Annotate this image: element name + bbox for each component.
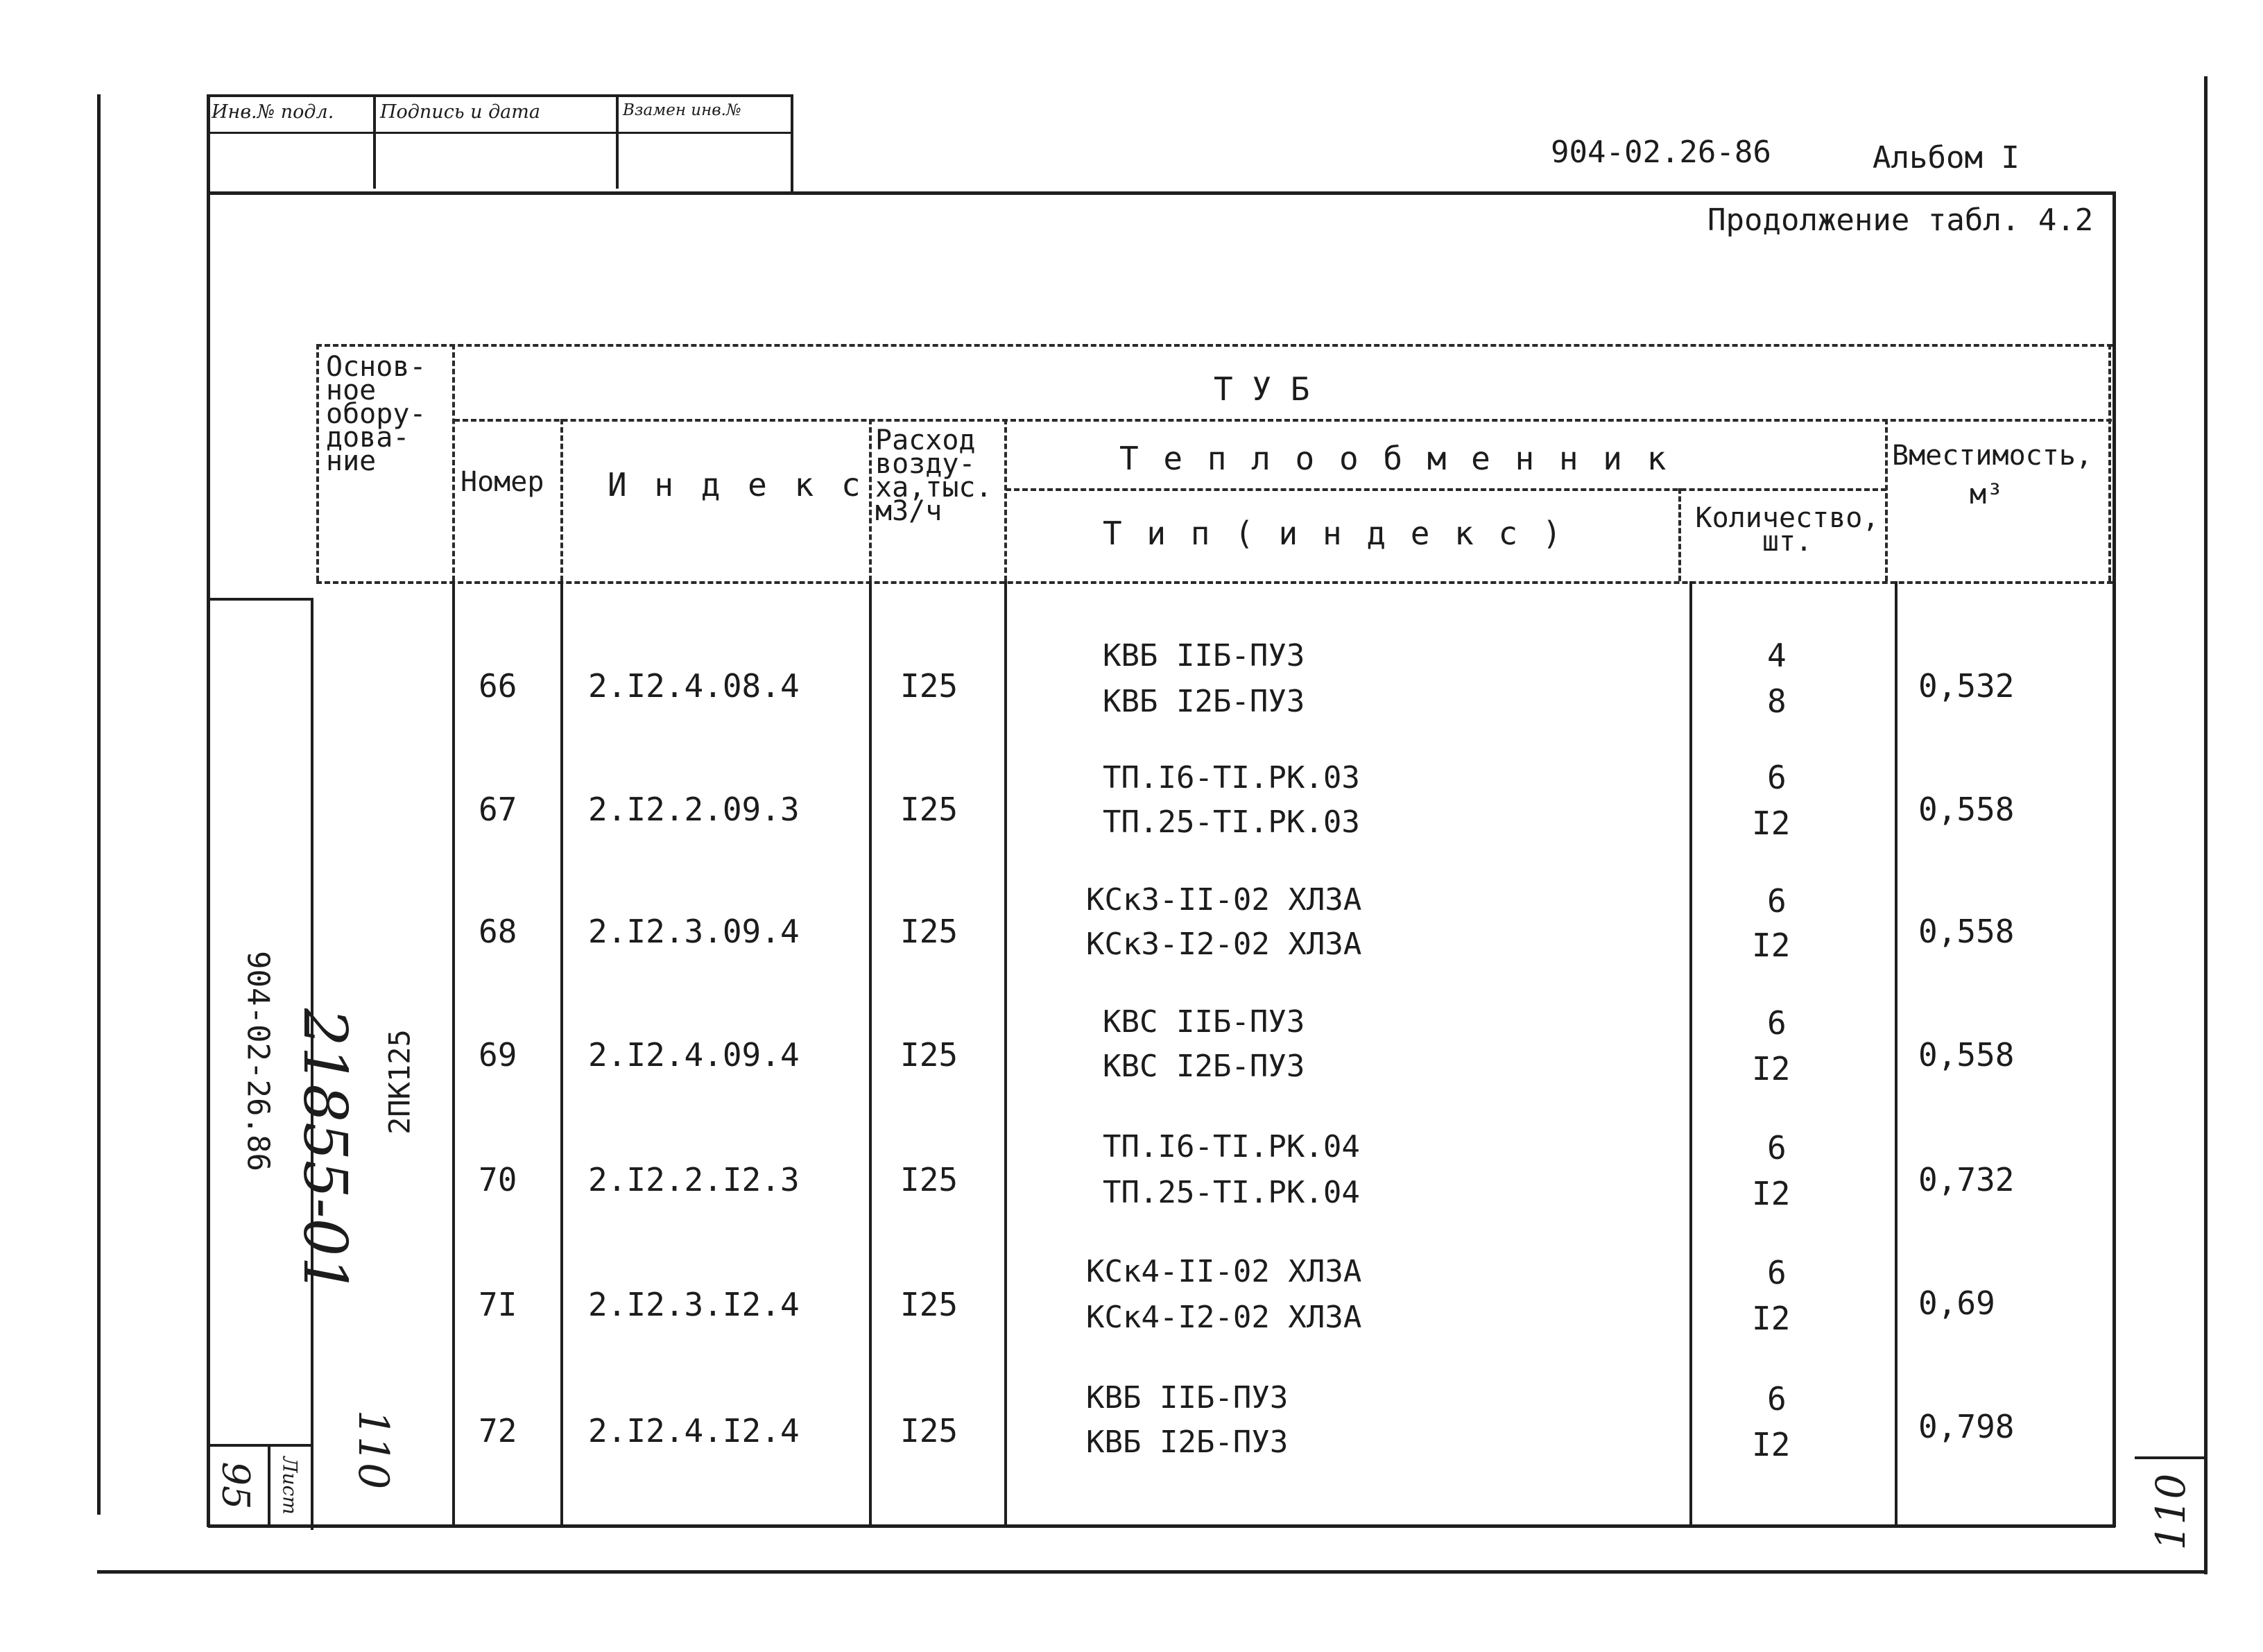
- table-col-sep-3: [869, 419, 872, 581]
- sheet-label: Лист: [278, 1456, 302, 1515]
- row-71-number: 7I: [479, 1286, 517, 1323]
- stamp-signature-label: Подпись и дата: [380, 101, 540, 123]
- row-69-air: I25: [900, 1036, 958, 1074]
- header-main-equipment: Основ- ное обору- дова- ние: [326, 351, 427, 477]
- table-col-sep-2: [560, 419, 563, 581]
- row-72-air: I25: [900, 1412, 958, 1449]
- row-72-type-2: КВБ I2Б-ПУЗ: [1086, 1425, 1289, 1460]
- sheet-number: 95: [214, 1461, 258, 1510]
- header-tub: Т У Б: [1214, 370, 1310, 408]
- row-72-number: 72: [479, 1412, 517, 1449]
- row-69-index: 2.I2.4.09.4: [588, 1036, 800, 1074]
- row-67-type-1: ТП.I6-TI.РК.03: [1103, 760, 1360, 795]
- row-69-capacity: 0,558: [1918, 1036, 2015, 1074]
- table-col-sep-4: [1004, 419, 1007, 581]
- table-top-line: [316, 344, 2113, 347]
- row-66-type-1: КВБ IIБ-ПУЗ: [1103, 638, 1305, 673]
- row-69-qty-1: 6: [1767, 1004, 1787, 1042]
- row-68-index: 2.I2.3.09.4: [588, 913, 800, 950]
- row-71-type-2: КСк4-I2-02 ХЛЗА: [1086, 1300, 1362, 1335]
- row-67-type-2: ТП.25-TI.РК.03: [1103, 805, 1360, 840]
- row-67-number: 67: [479, 791, 517, 828]
- row-66-number: 66: [479, 667, 517, 705]
- row-72-qty-1: 6: [1767, 1380, 1787, 1418]
- row-69-qty-2: I2: [1752, 1050, 1791, 1087]
- table-sub-header-line: [454, 419, 2112, 422]
- row-66-qty-2: 8: [1767, 682, 1787, 720]
- row-72-capacity: 0,798: [1918, 1408, 2015, 1445]
- frame-left-line: [97, 94, 101, 1515]
- row-68-type-1: КСк3-II-02 ХЛЗА: [1086, 882, 1362, 918]
- right-page-number: 110: [2147, 1473, 2194, 1551]
- header-quantity: Количество, шт.: [1695, 502, 1879, 558]
- side-handwritten-number: 21855-01: [290, 1008, 359, 1295]
- right-page-box: [2135, 1456, 2204, 1459]
- table-heat-exchanger-line: [1006, 488, 1886, 491]
- body-col-line-5: [1689, 581, 1692, 1526]
- row-66-capacity: 0,532: [1918, 667, 2015, 705]
- header-type-index: Т и п ( и н д е к с ): [1103, 515, 1565, 552]
- row-69-type-1: КВС IIБ-ПУЗ: [1103, 1004, 1305, 1040]
- header-index: И н д е к с: [608, 466, 865, 504]
- document-code: 904-02.26-86: [1551, 135, 1771, 170]
- table-col-sep-0: [316, 344, 319, 581]
- row-68-type-2: КСк3-I2-02 ХЛЗА: [1086, 927, 1362, 962]
- table-col-sep-7: [2108, 344, 2111, 581]
- inner-frame-bottom: [208, 1524, 2115, 1528]
- row-71-air: I25: [900, 1286, 958, 1323]
- row-66-air: I25: [900, 667, 958, 705]
- row-68-air: I25: [900, 913, 958, 950]
- row-71-qty-2: I2: [1752, 1300, 1791, 1337]
- table-col-sep-6: [1885, 419, 1888, 581]
- handwritten-page-number: 110: [349, 1409, 397, 1490]
- row-70-qty-2: I2: [1752, 1175, 1791, 1212]
- album-label: Альбом I: [1873, 140, 2020, 175]
- row-70-type-2: ТП.25-TI.РК.04: [1103, 1175, 1360, 1210]
- header-heat-exchanger: Т е п л о о б м е н н и к: [1119, 440, 1669, 477]
- row-71-type-1: КСк4-II-02 ХЛЗА: [1086, 1254, 1362, 1289]
- table-col-sep-1: [452, 344, 455, 581]
- frame-bottom-line: [97, 1570, 2205, 1574]
- inner-frame-right: [2113, 191, 2116, 1527]
- row-68-capacity: 0,558: [1918, 913, 2015, 950]
- body-col-line-1: [452, 581, 455, 1526]
- body-col-line-3: [869, 581, 872, 1526]
- row-69-number: 69: [479, 1036, 517, 1074]
- body-col-line-2: [560, 581, 563, 1526]
- row-70-index: 2.I2.2.I2.3: [588, 1161, 800, 1198]
- row-70-number: 70: [479, 1161, 517, 1198]
- row-69-type-2: КВС I2Б-ПУЗ: [1103, 1049, 1305, 1084]
- equipment-vertical-label: 2ПК125: [382, 1029, 417, 1135]
- stamp-inv-label: Инв.№ подл.: [212, 101, 334, 123]
- row-67-capacity: 0,558: [1918, 791, 2015, 828]
- row-66-type-2: КВБ I2Б-ПУЗ: [1103, 684, 1305, 719]
- side-sheet-vdivider: [268, 1444, 270, 1527]
- row-70-qty-1: 6: [1767, 1129, 1787, 1167]
- row-72-qty-2: I2: [1752, 1426, 1791, 1463]
- row-71-qty-1: 6: [1767, 1254, 1787, 1291]
- row-68-qty-1: 6: [1767, 882, 1787, 920]
- side-sheet-divider: [207, 1444, 311, 1447]
- row-70-air: I25: [900, 1161, 958, 1198]
- row-70-capacity: 0,732: [1918, 1161, 2015, 1198]
- row-67-index: 2.I2.2.09.3: [588, 791, 800, 828]
- row-68-qty-2: I2: [1752, 927, 1791, 964]
- side-doc-code-vertical: 904-02-26.86: [240, 951, 276, 1171]
- row-67-air: I25: [900, 791, 958, 828]
- row-67-qty-2: I2: [1752, 805, 1791, 842]
- header-capacity-unit: м³: [1970, 479, 2004, 510]
- body-col-line-4: [1004, 581, 1007, 1526]
- row-72-index: 2.I2.4.I2.4: [588, 1412, 800, 1449]
- body-col-line-6: [1895, 581, 1898, 1526]
- table-header-bottom-line: [316, 581, 2113, 584]
- row-71-capacity: 0,69: [1918, 1284, 1995, 1322]
- stamp-replaced-label: Взамен инв.№: [623, 101, 741, 119]
- table-col-sep-5: [1678, 488, 1681, 581]
- row-72-type-1: КВБ IIБ-ПУЗ: [1086, 1380, 1289, 1416]
- header-air-flow: Расход возду- ха,тыс. м3/ч: [875, 424, 992, 527]
- table-continuation: Продолжение табл. 4.2: [1707, 203, 2094, 238]
- header-capacity: Вместимость,: [1892, 440, 2092, 472]
- row-66-qty-1: 4: [1767, 637, 1787, 674]
- row-66-index: 2.I2.4.08.4: [588, 667, 800, 705]
- row-68-number: 68: [479, 913, 517, 950]
- row-71-index: 2.I2.3.I2.4: [588, 1286, 800, 1323]
- frame-right-line: [2204, 76, 2208, 1574]
- row-70-type-1: ТП.I6-TI.РК.04: [1103, 1129, 1360, 1164]
- row-67-qty-1: 6: [1767, 759, 1787, 796]
- header-number: Номер: [461, 466, 544, 498]
